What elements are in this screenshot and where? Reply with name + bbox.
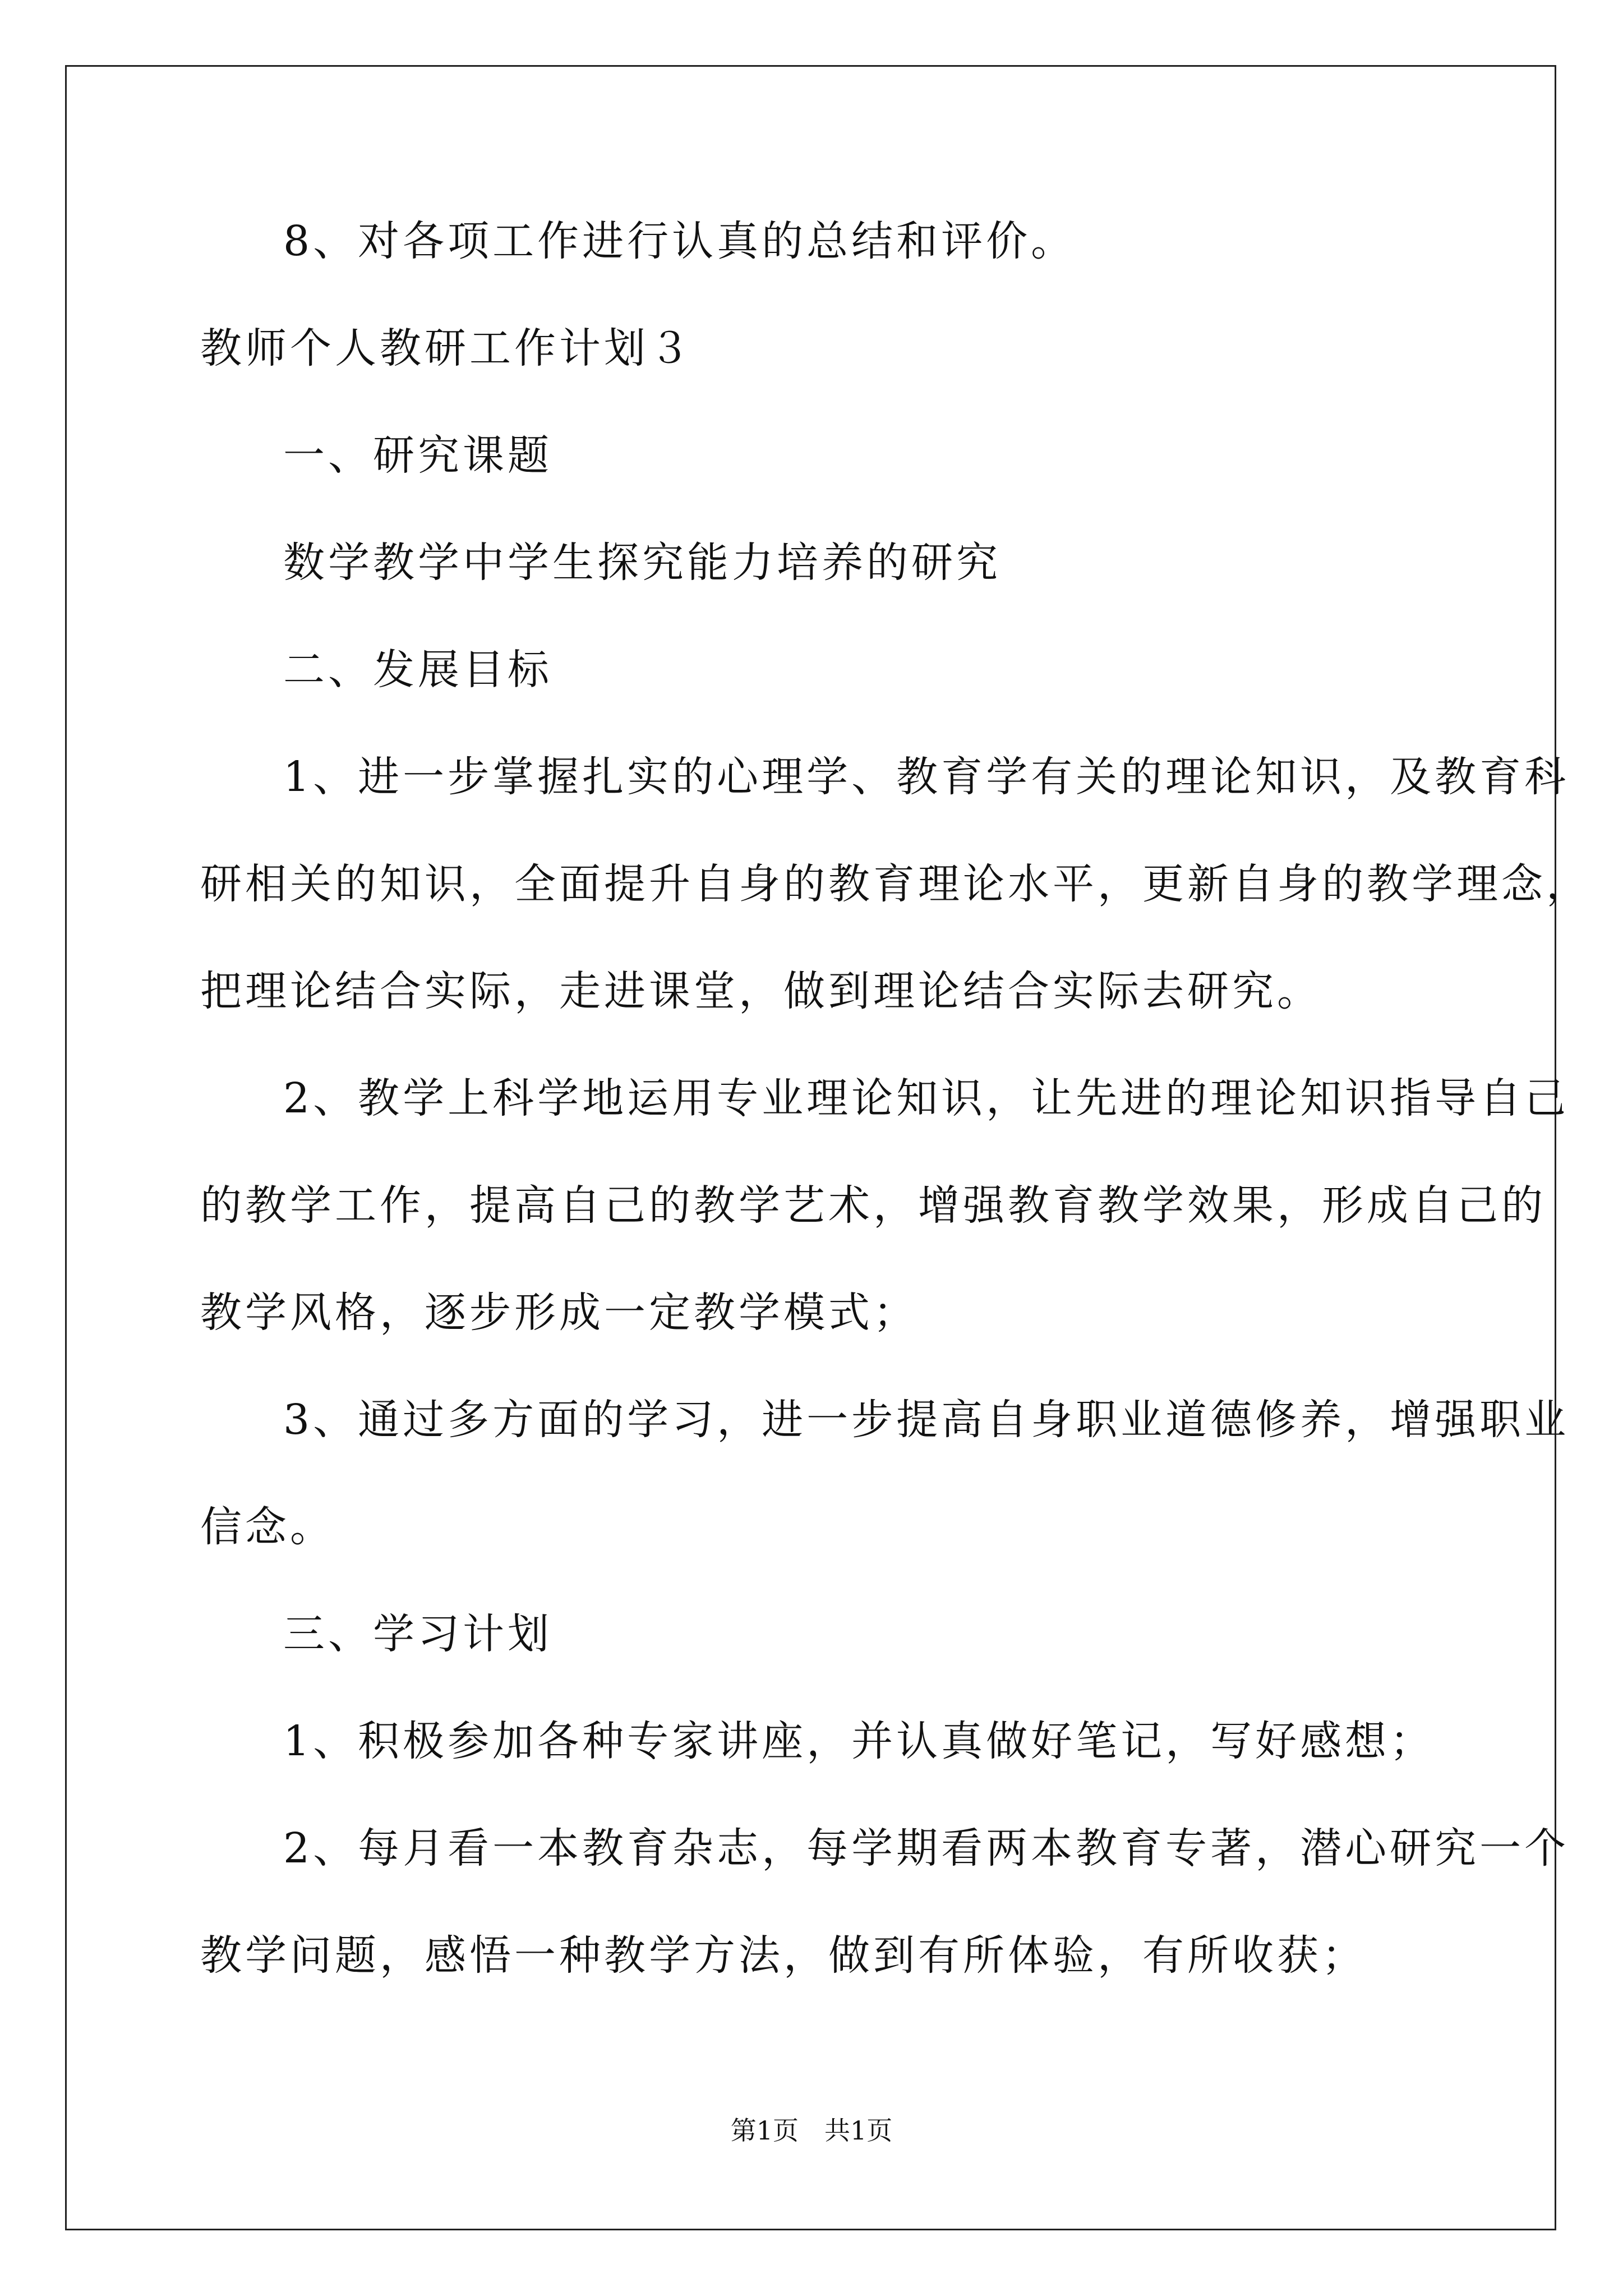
text-line: 一、研究课题 [283,431,552,480]
section-heading: 教师个人教研工作计划３ [200,324,694,372]
text-line: 教学风格，逐步形成一定教学模式； [200,1289,918,1337]
text-line: 1、积极参加各种专家讲座，并认真做好笔记，写好感想； [283,1717,1435,1765]
page-number-footer: 第1页 共1页 [730,2115,893,2146]
page-frame [65,65,1556,2230]
text-line: 三、学习计划 [283,1610,552,1658]
text-line: 二、发展目标 [283,646,552,694]
text-line: 2、教学上科学地运用专业理论知识，让先进的理论知识指导自己 [283,1074,1570,1122]
text-line: 2、每月看一本教育杂志，每学期看两本教育专著，潜心研究一个 [283,1824,1570,1872]
text-line: 教学问题，感悟一种教学方法，做到有所体验，有所收获； [200,1931,1367,1980]
text-line: 数学教学中学生探究能力培养的研究 [283,539,1001,587]
text-line: 的教学工作，提高自己的教学艺术，增强教育教学效果，形成自己的 [200,1181,1546,1230]
text-line: 研相关的知识，全面提升自身的教育理论水平，更新自身的教学理念， [200,860,1591,908]
text-line: 8、对各项工作进行认真的总结和评价。 [283,217,1076,265]
text-line: 1、进一步掌握扎实的心理学、教育学有关的理论知识，及教育科 [283,753,1570,801]
text-line: 信念。 [200,1503,335,1551]
text-line: 把理论结合实际，走进课堂，做到理论结合实际去研究。 [200,967,1322,1015]
text-line: 3、通过多方面的学习，进一步提高自身职业道德修养，增强职业 [283,1396,1570,1444]
